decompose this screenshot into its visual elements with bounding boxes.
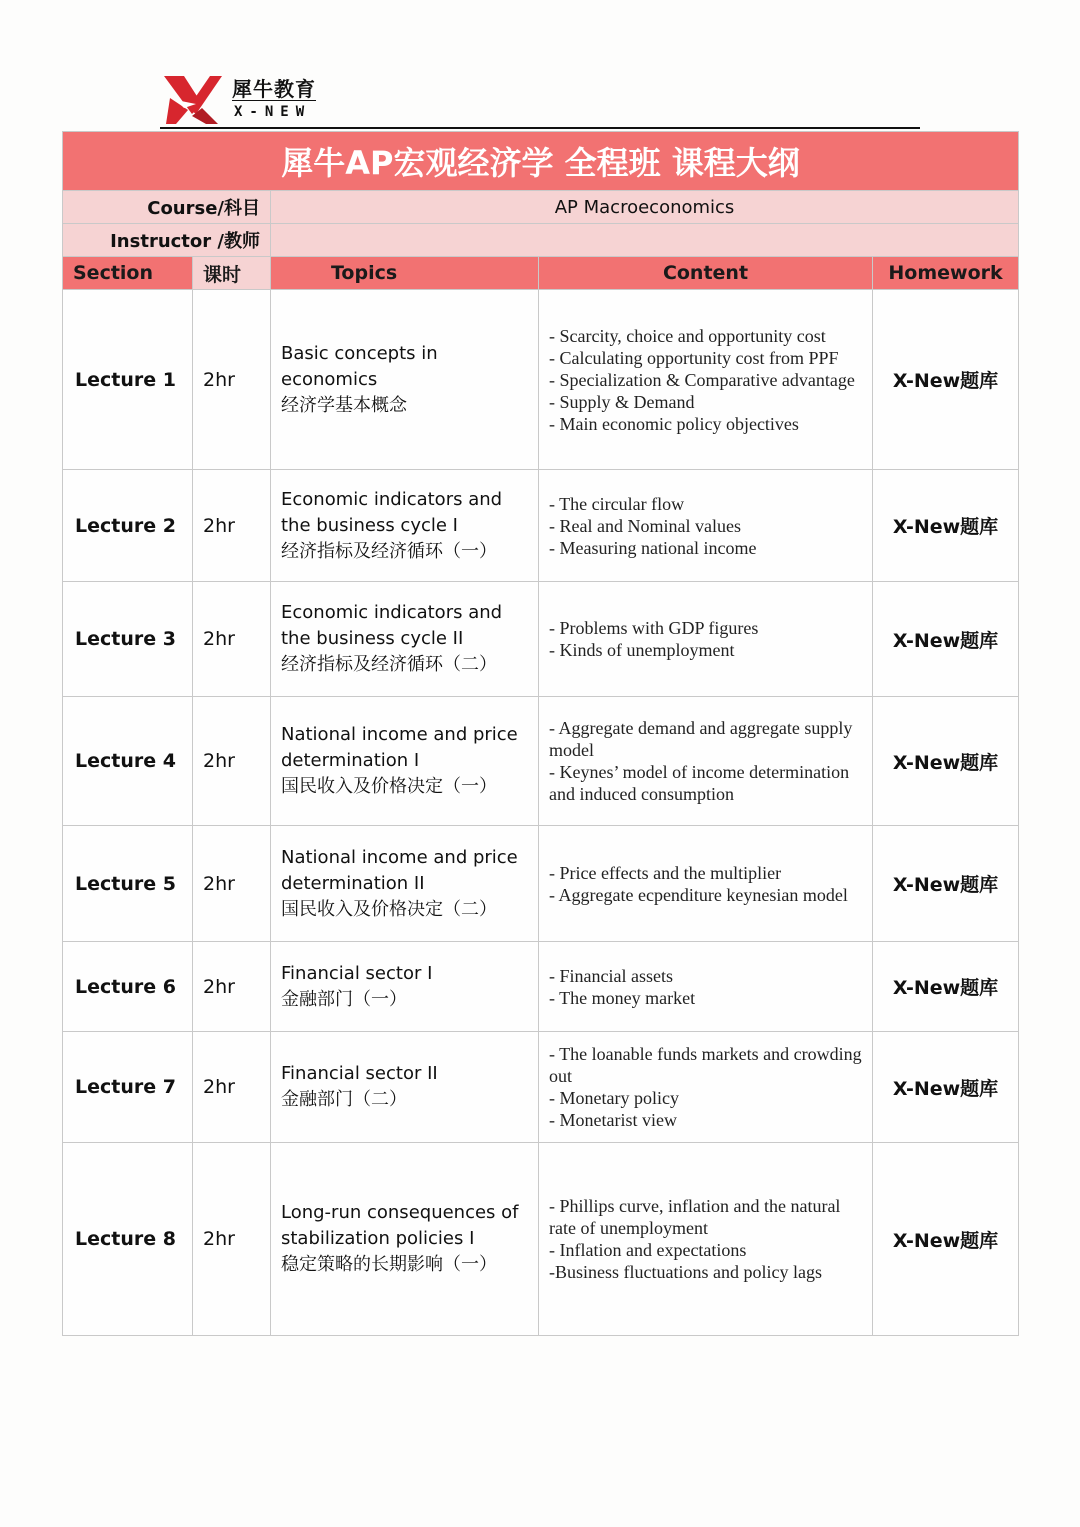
- document-title: 犀牛AP宏观经济学 全程班 课程大纲: [63, 132, 1019, 191]
- brand-name-cn: 犀牛教育: [232, 77, 316, 101]
- topic-cn: 国民收入及价格决定（一）: [281, 776, 497, 797]
- header-topics: Topics: [271, 257, 539, 290]
- content-item: - Scarcity, choice and opportunity cost: [549, 325, 826, 346]
- homework-cell: X-New题库: [873, 826, 1019, 942]
- lecture-rows: [63, 290, 1019, 1336]
- topic-en: Economic indicators and the business cycle II: [281, 602, 503, 649]
- topic-cell: [271, 1143, 539, 1336]
- table-row: [63, 826, 1019, 942]
- syllabus-table: [62, 131, 1019, 1336]
- content-item: - Problems with GDP figures: [549, 618, 759, 638]
- content-item: - The money market: [549, 987, 696, 1008]
- homework-cell: X-New题库: [873, 1032, 1019, 1143]
- topic-cn: 稳定策略的长期影响（一）: [281, 1254, 497, 1275]
- content-cell: [539, 697, 873, 826]
- section-cell: Lecture 7: [63, 1032, 193, 1143]
- brand-name-en: X-NEW: [234, 104, 312, 120]
- homework-cell: X-New题库: [873, 582, 1019, 697]
- section-cell: Lecture 5: [63, 826, 193, 942]
- hours-cell: 2hr: [193, 1032, 271, 1143]
- topic-en: Basic concepts in economics: [281, 342, 438, 390]
- hours-cell: 2hr: [193, 697, 271, 826]
- brand-logo: [162, 74, 322, 126]
- content-cell: [539, 1143, 873, 1336]
- table-row: [63, 582, 1019, 697]
- content-cell: [539, 290, 873, 470]
- topic-cn: 经济指标及经济循环（二）: [281, 654, 497, 675]
- title-row: [63, 132, 1019, 191]
- topic-cell: [271, 470, 539, 582]
- topic-en: National income and price determination I: [281, 724, 518, 771]
- content-item: -Business fluctuations and policy lags: [549, 1262, 822, 1282]
- table-row: [63, 942, 1019, 1032]
- content-item: - Monetarist view: [549, 1110, 677, 1130]
- content-cell: [539, 470, 873, 582]
- table-row: [63, 697, 1019, 826]
- topic-cn: 金融部门（一）: [281, 988, 407, 1010]
- hours-cell: 2hr: [193, 582, 271, 697]
- content-item: - Keynes’ model of income determination and induced consumption: [549, 762, 850, 804]
- topic-cn: 经济指标及经济循环（一）: [281, 540, 497, 562]
- course-value: AP Macroeconomics: [271, 191, 1019, 224]
- topic-en: Financial sector II: [281, 1063, 438, 1084]
- content-item: - Measuring national income: [549, 537, 757, 558]
- topic-cn: 经济学基本概念: [281, 394, 407, 416]
- table-row: [63, 1032, 1019, 1143]
- content-cell: [539, 1032, 873, 1143]
- hours-cell: 2hr: [193, 470, 271, 582]
- content-item: - Kinds of unemployment: [549, 640, 735, 660]
- content-item: - Calculating opportunity cost from PPF: [549, 347, 839, 368]
- topic-cell: [271, 826, 539, 942]
- content-item: - Financial assets: [549, 965, 673, 986]
- section-cell: Lecture 4: [63, 697, 193, 826]
- header-content: Content: [539, 257, 873, 290]
- table-row: [63, 290, 1019, 470]
- course-row: [63, 191, 1019, 224]
- topic-en: National income and price determination II: [281, 846, 518, 894]
- topic-en: Economic indicators and the business cycle I: [281, 488, 503, 536]
- header-hours: 课时: [193, 257, 271, 290]
- table-row: [63, 1143, 1019, 1336]
- content-item: - The circular flow: [549, 493, 685, 514]
- section-cell: Lecture 6: [63, 942, 193, 1032]
- hours-cell: 2hr: [193, 826, 271, 942]
- hours-cell: 2hr: [193, 1143, 271, 1336]
- content-item: - The loanable funds markets and crowding out: [549, 1044, 862, 1086]
- topic-cell: [271, 582, 539, 697]
- homework-cell: X-New题库: [873, 697, 1019, 826]
- header-homework: Homework: [873, 257, 1019, 290]
- hours-cell: 2hr: [193, 942, 271, 1032]
- instructor-label: Instructor /教师: [63, 224, 271, 257]
- content-item: - Phillips curve, inflation and the natural rate of unemployment: [549, 1196, 841, 1238]
- section-cell: Lecture 1: [63, 290, 193, 470]
- header-divider: [160, 127, 920, 129]
- content-item: - Aggregate ecpenditure keynesian model: [549, 884, 848, 905]
- topic-cn: 金融部门（二）: [281, 1089, 407, 1110]
- topic-cell: [271, 697, 539, 826]
- section-cell: Lecture 8: [63, 1143, 193, 1336]
- hours-cell: 2hr: [193, 290, 271, 470]
- course-label: Course/科目: [63, 191, 271, 224]
- header-section: Section: [63, 257, 193, 290]
- content-item: - Main economic policy objectives: [549, 413, 799, 434]
- column-header-row: [63, 257, 1019, 290]
- topic-en: Long-run consequences of stabilization policies I: [281, 1202, 519, 1249]
- topic-cn: 国民收入及价格决定（二）: [281, 898, 497, 920]
- homework-cell: X-New题库: [873, 1143, 1019, 1336]
- homework-cell: X-New题库: [873, 470, 1019, 582]
- content-item: - Price effects and the multiplier: [549, 862, 782, 883]
- homework-cell: X-New题库: [873, 290, 1019, 470]
- topic-en: Financial sector I: [281, 962, 433, 984]
- content-cell: [539, 826, 873, 942]
- table-row: [63, 470, 1019, 582]
- content-item: - Aggregate demand and aggregate supply model: [549, 718, 853, 760]
- content-item: - Specialization & Comparative advantage: [549, 369, 855, 390]
- content-cell: [539, 582, 873, 697]
- content-item: - Monetary policy: [549, 1088, 679, 1108]
- topic-cell: [271, 290, 539, 470]
- content-item: - Inflation and expectations: [549, 1240, 747, 1260]
- x-new-logo-icon: [162, 74, 226, 126]
- topic-cell: [271, 942, 539, 1032]
- instructor-value: [271, 224, 1019, 257]
- content-item: - Supply & Demand: [549, 391, 695, 412]
- content-cell: [539, 942, 873, 1032]
- section-cell: Lecture 3: [63, 582, 193, 697]
- content-item: - Real and Nominal values: [549, 515, 741, 536]
- homework-cell: X-New题库: [873, 942, 1019, 1032]
- instructor-row: [63, 224, 1019, 257]
- section-cell: Lecture 2: [63, 470, 193, 582]
- topic-cell: [271, 1032, 539, 1143]
